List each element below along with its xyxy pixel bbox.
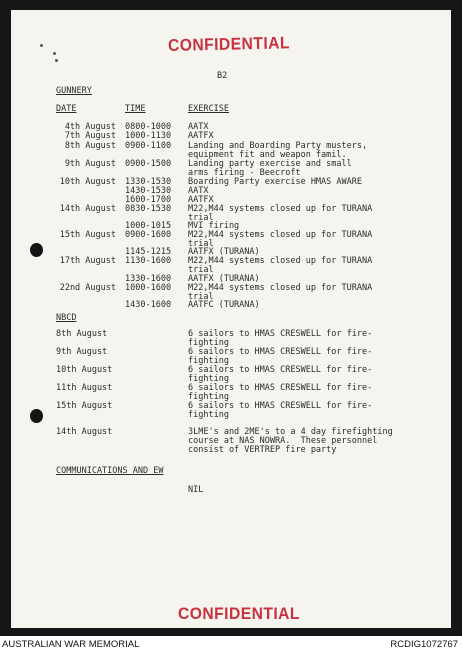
paper-speck [40, 44, 43, 47]
gunnery-row-date: 14th August [59, 204, 116, 214]
punch-hole [30, 409, 43, 423]
gunnery-row-exercise: AATFX (TURANA) [188, 247, 260, 257]
gunnery-row-time: 1430-1530 [125, 186, 172, 196]
gunnery-row-time: 0900-1600 [125, 230, 172, 240]
nbcd-row-date: 14th August [56, 427, 113, 437]
gunnery-row-time: 1130-1600 [125, 256, 172, 266]
confidential-stamp-top: CONFIDENTIAL [167, 33, 291, 55]
gunnery-row-exercise: M22,M44 systems closed up for TURANA trial [188, 256, 373, 275]
nbcd-row-text: 6 sailors to HMAS CRESWELL for fire- fighting [188, 347, 373, 366]
gunnery-row-date: 8th August [64, 141, 116, 151]
paper-speck [53, 52, 56, 55]
gunnery-row-time: 1330-1530 [125, 177, 172, 187]
gunnery-row-exercise: AATFX [188, 131, 214, 141]
gunnery-row-time: 1000-1600 [125, 283, 172, 293]
gunnery-row-time: 0900-1100 [125, 141, 172, 151]
document-page [11, 10, 451, 628]
nbcd-row-date: 8th August [56, 329, 108, 339]
gunnery-row-date: 4th August [64, 122, 116, 132]
gunnery-row-exercise: M22,M44 systems closed up for TURANA trial [188, 204, 373, 223]
gunnery-row-time: 0900-1500 [125, 159, 172, 169]
gunnery-row-exercise: Landing and Boarding Party musters, equipment fit and weapon famil. [188, 141, 368, 160]
nbcd-row-text: 6 sailors to HMAS CRESWELL for fire- fighting [188, 383, 373, 402]
gunnery-row-date: 22nd August [59, 283, 116, 293]
column-time: TIME [125, 104, 146, 114]
gunnery-row-exercise: AATX [188, 186, 209, 196]
gunnery-row-time: 1600-1700 [125, 195, 172, 205]
gunnery-row-exercise: Landing party exercise and small arms firing - Beecroft [188, 159, 352, 178]
comms-text: NIL [188, 485, 204, 495]
column-exercise: EXERCISE [188, 104, 229, 114]
column-date: DATE [56, 104, 77, 114]
nbcd-row-date: 10th August [56, 365, 113, 375]
nbcd-row-text: 3LME's and 2ME's to a 4 day firefighting course at NAS NOWRA. These personnel consist of VERTREP fire party [188, 427, 393, 455]
gunnery-row-time: 1330-1600 [125, 274, 172, 284]
page-number: B2 [217, 71, 228, 81]
nbcd-heading: NBCD [56, 313, 77, 323]
gunnery-row-exercise: Boarding Party exercise HMAS AWARE [188, 177, 362, 187]
archive-footer [0, 636, 462, 653]
gunnery-row-time: 0830-1530 [125, 204, 172, 214]
gunnery-row-date: 15th August [59, 230, 116, 240]
gunnery-row-exercise: AATX [188, 122, 209, 132]
gunnery-row-exercise: AATFX (TURANA) [188, 274, 260, 284]
paper-speck [55, 59, 58, 62]
gunnery-row-time: 1145-1215 [125, 247, 172, 257]
nbcd-row-date: 9th August [56, 347, 108, 357]
gunnery-row-exercise: AATFC (TURANA) [188, 300, 260, 310]
footer-record-id: RCDIG1072767 [390, 639, 458, 650]
footer-institution: AUSTRALIAN WAR MEMORIAL [2, 639, 140, 650]
gunnery-row-date: 10th August [59, 177, 116, 187]
gunnery-row-exercise: M22,M44 systems closed up for TURANA trial [188, 230, 373, 249]
gunnery-row-time: 1000-1015 [125, 221, 172, 231]
gunnery-row-time: 1430-1600 [125, 300, 172, 310]
nbcd-row-text: 6 sailors to HMAS CRESWELL for fire- fighting [188, 365, 373, 384]
punch-hole [30, 243, 43, 257]
comms-heading: COMMUNICATIONS AND EW [56, 466, 164, 476]
gunnery-row-time: 1000-1130 [125, 131, 172, 141]
gunnery-row-date: 7th August [64, 131, 116, 141]
gunnery-row-time: 0800-1000 [125, 122, 172, 132]
nbcd-row-text: 6 sailors to HMAS CRESWELL for fire- fighting [188, 329, 373, 348]
nbcd-row-date: 15th August [56, 401, 113, 411]
confidential-stamp-bottom: CONFIDENTIAL [178, 604, 300, 623]
gunnery-heading: GUNNERY [56, 86, 92, 96]
gunnery-row-date: 9th August [64, 159, 116, 169]
nbcd-row-text: 6 sailors to HMAS CRESWELL for fire- fighting [188, 401, 373, 420]
gunnery-row-date: 17th August [59, 256, 116, 266]
gunnery-row-exercise: M22,M44 systems closed up for TURANA trial [188, 283, 373, 302]
gunnery-row-exercise: AATFX [188, 195, 214, 205]
gunnery-row-exercise: MVI firing [188, 221, 240, 231]
nbcd-row-date: 11th August [56, 383, 113, 393]
